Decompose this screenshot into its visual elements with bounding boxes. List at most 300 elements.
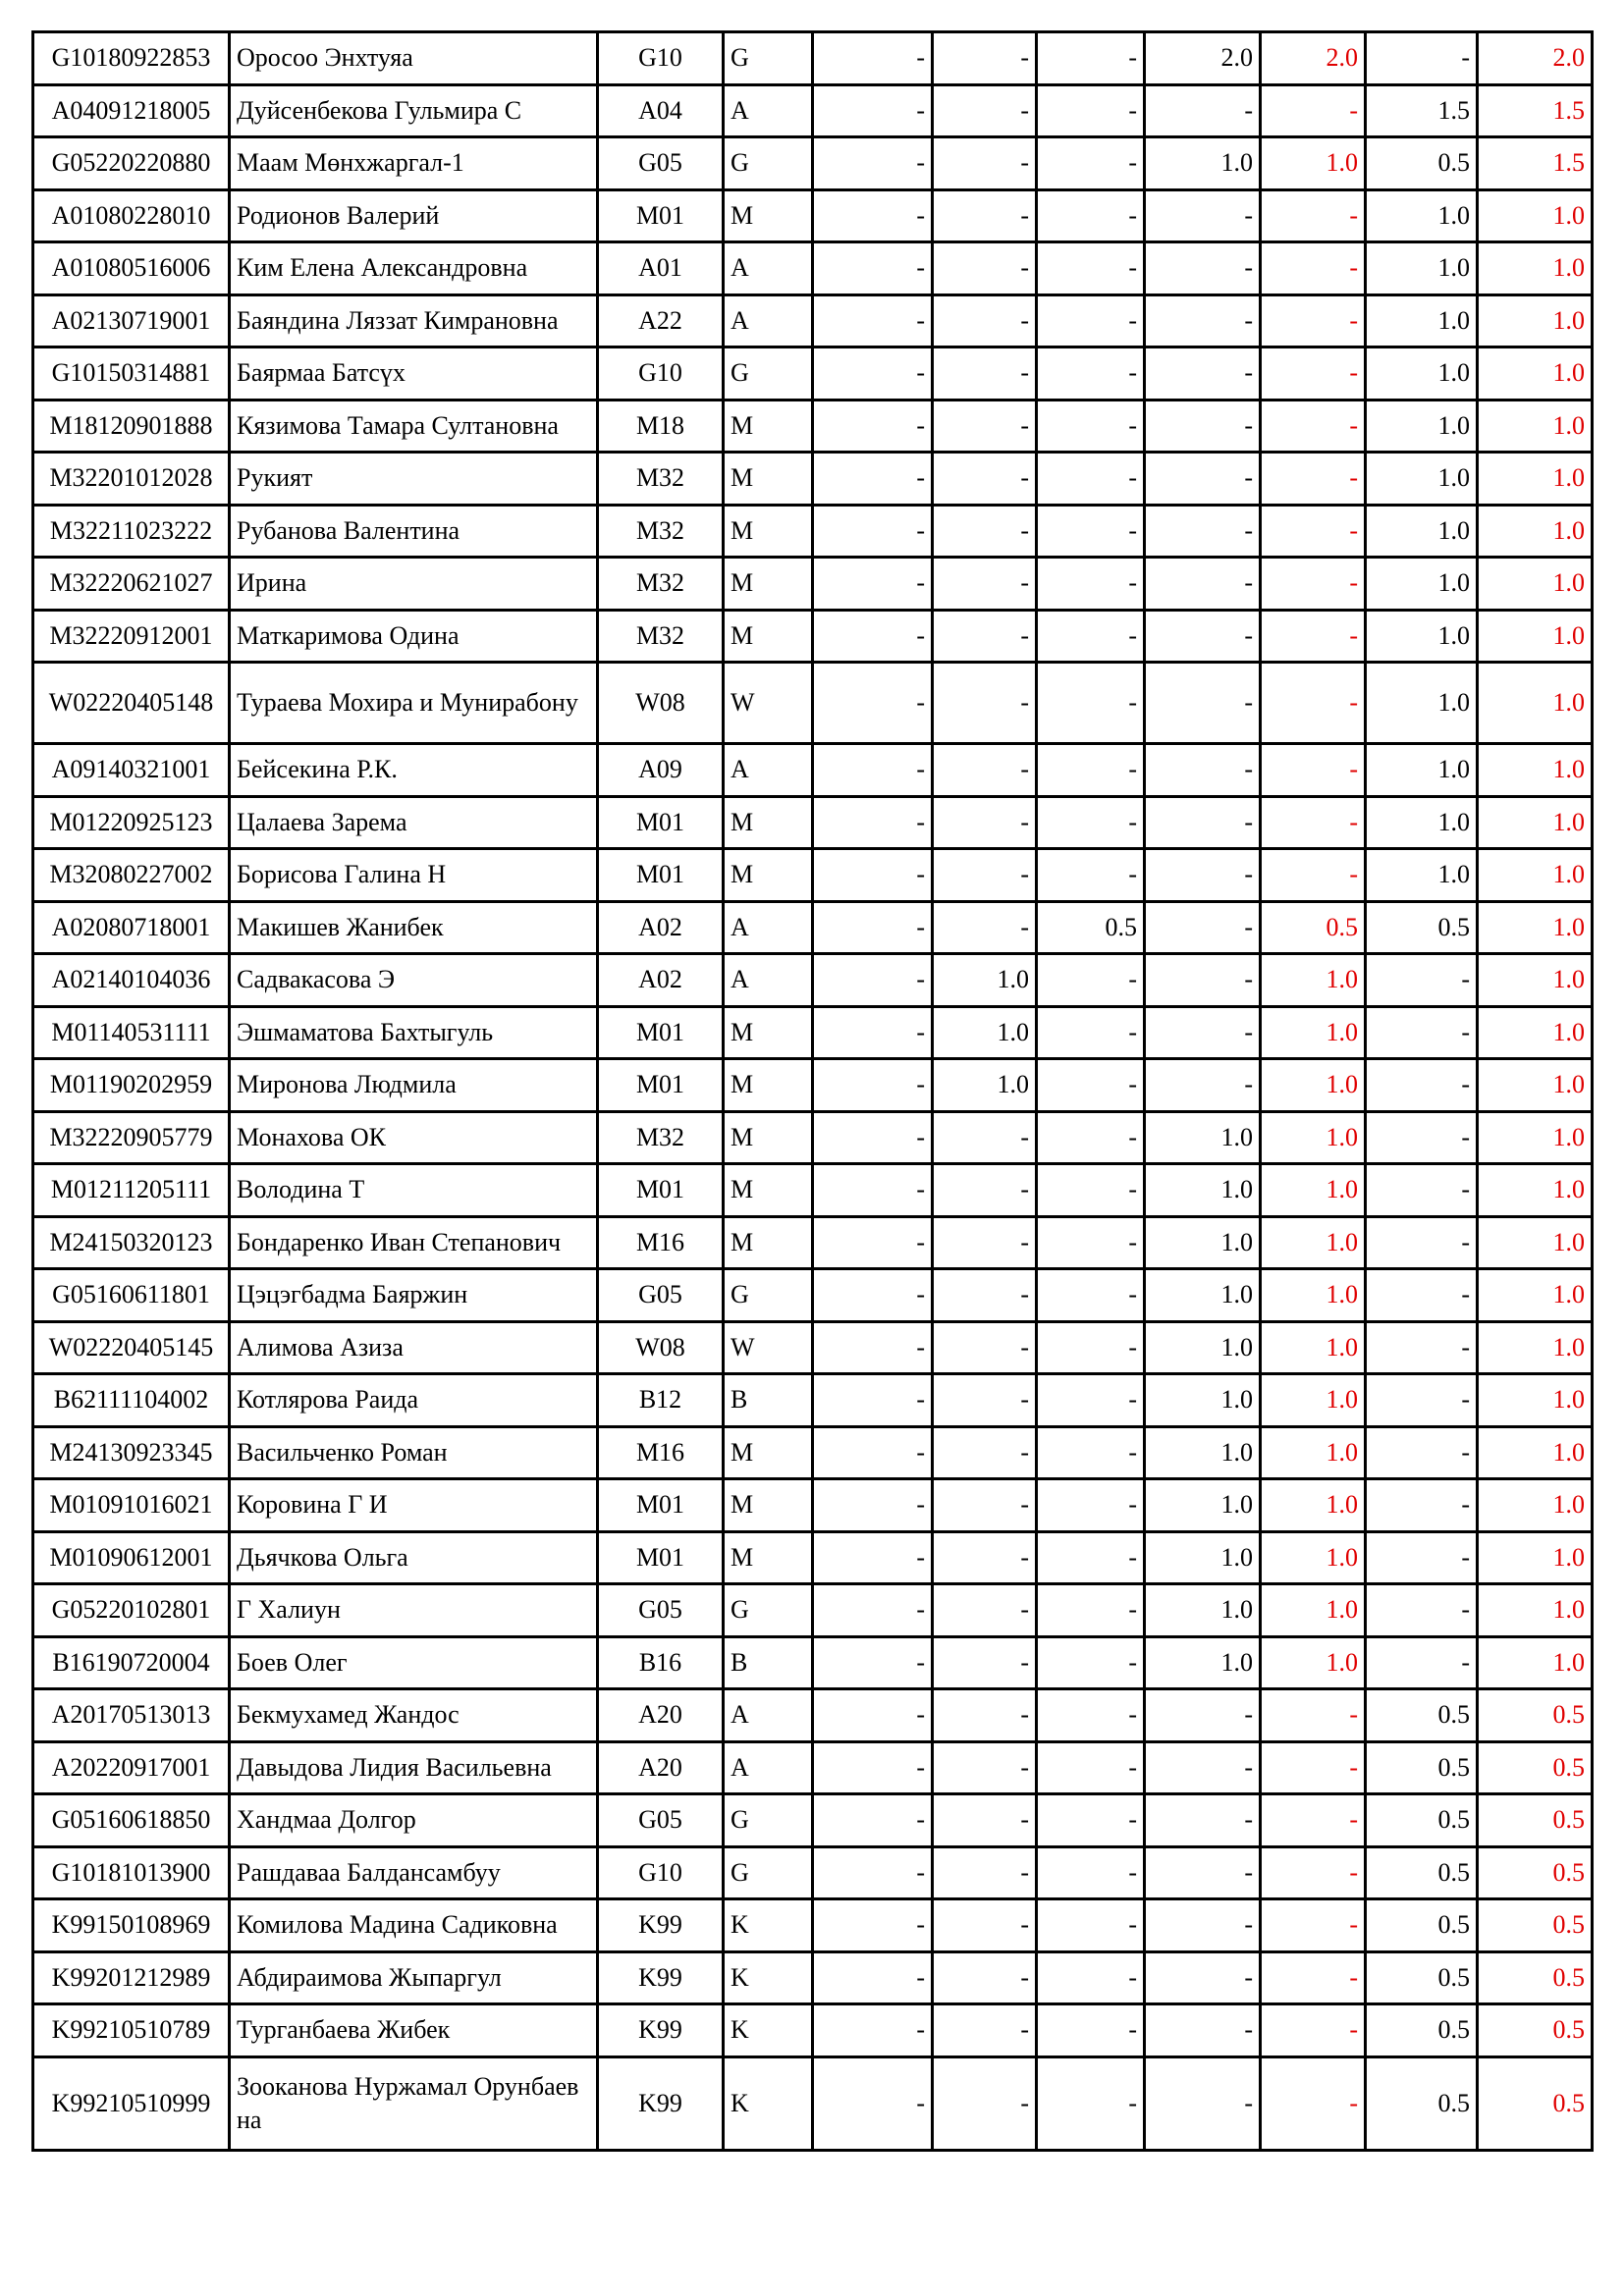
branch-code-cell: W08 [598,1321,724,1374]
member-name-cell: Садвакасова Э [230,954,598,1007]
branch-code-cell: M01 [598,1164,724,1217]
score-6-cell: 1.5 [1366,84,1478,137]
region-letter-cell: A [724,1689,813,1742]
score-6-cell: 0.5 [1366,1689,1478,1742]
score-4-cell: 1.0 [1145,1111,1261,1164]
region-letter-cell: A [724,294,813,347]
score-1-cell: - [813,1794,933,1847]
score-6-cell: 0.5 [1366,1741,1478,1794]
member-name-cell: Ирина [230,558,598,611]
table-row [33,1584,1593,1637]
table-row [33,1479,1593,1532]
score-1-cell: - [813,137,933,190]
region-letter-cell: M [724,189,813,242]
region-letter-cell: K [724,2004,813,2057]
table-row [33,347,1593,400]
table-row [33,1689,1593,1742]
score-3-cell: - [1037,610,1145,663]
score-4-cell: - [1145,744,1261,797]
branch-code-cell: B16 [598,1636,724,1689]
branch-code-cell: G05 [598,1269,724,1322]
branch-code-cell: G05 [598,137,724,190]
branch-code-cell: M01 [598,849,724,902]
subtotal-cell: - [1261,453,1366,506]
score-6-cell: 1.0 [1366,505,1478,558]
region-letter-cell: M [724,505,813,558]
total-cell: 1.0 [1478,1164,1593,1217]
subtotal-cell: - [1261,1899,1366,1952]
score-2-cell: - [933,1426,1037,1479]
score-1-cell: - [813,84,933,137]
branch-code-cell: M16 [598,1216,724,1269]
member-id-cell: A02080718001 [33,901,230,954]
member-id-cell: A20170513013 [33,1689,230,1742]
score-3-cell: - [1037,32,1145,85]
total-cell: 0.5 [1478,1951,1593,2004]
subtotal-cell: - [1261,1741,1366,1794]
score-3-cell: - [1037,189,1145,242]
score-6-cell: - [1366,1426,1478,1479]
branch-code-cell: A04 [598,84,724,137]
member-id-cell: A20220917001 [33,1741,230,1794]
score-2-cell: - [933,505,1037,558]
region-letter-cell: G [724,137,813,190]
member-id-cell: G10181013900 [33,1846,230,1899]
score-2-cell: 1.0 [933,954,1037,1007]
region-letter-cell: W [724,1321,813,1374]
region-letter-cell: M [724,400,813,453]
score-4-cell: - [1145,1741,1261,1794]
score-1-cell: - [813,1164,933,1217]
score-4-cell: 1.0 [1145,1426,1261,1479]
score-6-cell: 1.0 [1366,347,1478,400]
score-1-cell: - [813,294,933,347]
subtotal-cell: 0.5 [1261,901,1366,954]
member-id-cell: W02220405145 [33,1321,230,1374]
branch-code-cell: A09 [598,744,724,797]
member-id-cell: G10150314881 [33,347,230,400]
score-1-cell: - [813,1899,933,1952]
score-4-cell: - [1145,2004,1261,2057]
branch-code-cell: M32 [598,1111,724,1164]
total-cell: 1.0 [1478,849,1593,902]
branch-code-cell: A20 [598,1741,724,1794]
member-id-cell: G05160618850 [33,1794,230,1847]
table-row [33,242,1593,295]
branch-code-cell: K99 [598,2004,724,2057]
table-row [33,294,1593,347]
score-1-cell: - [813,189,933,242]
score-3-cell: - [1037,1006,1145,1059]
total-cell: 1.0 [1478,189,1593,242]
score-4-cell: - [1145,1899,1261,1952]
table-row [33,1111,1593,1164]
member-id-cell: M01211205111 [33,1164,230,1217]
score-3-cell: - [1037,954,1145,1007]
score-2-cell: - [933,663,1037,744]
subtotal-cell: 1.0 [1261,1584,1366,1637]
member-name-cell: Эшмаматова Бахтыгуль [230,1006,598,1059]
member-id-cell: A01080516006 [33,242,230,295]
subtotal-cell: - [1261,558,1366,611]
score-2-cell: - [933,1216,1037,1269]
member-name-cell: Ким Елена Александровна [230,242,598,295]
score-4-cell: - [1145,663,1261,744]
score-3-cell: - [1037,505,1145,558]
score-2-cell: - [933,242,1037,295]
subtotal-cell: 1.0 [1261,1479,1366,1532]
region-letter-cell: W [724,663,813,744]
total-cell: 1.0 [1478,1426,1593,1479]
score-1-cell: - [813,1584,933,1637]
subtotal-cell: - [1261,1951,1366,2004]
score-4-cell: 1.0 [1145,1216,1261,1269]
branch-code-cell: G05 [598,1584,724,1637]
score-1-cell: - [813,1321,933,1374]
score-6-cell: 1.0 [1366,849,1478,902]
score-4-cell: 1.0 [1145,1531,1261,1584]
score-3-cell: - [1037,1689,1145,1742]
total-cell: 1.0 [1478,242,1593,295]
score-4-cell: - [1145,1689,1261,1742]
score-4-cell: - [1145,1059,1261,1112]
score-4-cell: - [1145,2056,1261,2150]
region-letter-cell: K [724,2056,813,2150]
score-3-cell: - [1037,1899,1145,1952]
score-3-cell: - [1037,663,1145,744]
region-letter-cell: B [724,1374,813,1427]
score-1-cell: - [813,558,933,611]
branch-code-cell: G10 [598,32,724,85]
score-1-cell: - [813,1479,933,1532]
member-id-cell: M32080227002 [33,849,230,902]
member-name-cell: Хандмаа Долгор [230,1794,598,1847]
score-6-cell: 1.0 [1366,796,1478,849]
score-6-cell: 0.5 [1366,901,1478,954]
score-1-cell: - [813,1951,933,2004]
branch-code-cell: M01 [598,1479,724,1532]
score-4-cell: 1.0 [1145,137,1261,190]
score-3-cell: - [1037,1741,1145,1794]
score-6-cell: - [1366,1584,1478,1637]
member-name-cell: Родионов Валерий [230,189,598,242]
member-id-cell: A01080228010 [33,189,230,242]
total-cell: 0.5 [1478,2056,1593,2150]
score-6-cell: - [1366,32,1478,85]
member-id-cell: G05220220880 [33,137,230,190]
score-2-cell: - [933,453,1037,506]
score-4-cell: - [1145,901,1261,954]
branch-code-cell: M16 [598,1426,724,1479]
score-3-cell: - [1037,2004,1145,2057]
branch-code-cell: M01 [598,1006,724,1059]
member-name-cell: Бекмухамед Жандос [230,1689,598,1742]
total-cell: 1.0 [1478,663,1593,744]
score-3-cell: - [1037,84,1145,137]
score-1-cell: - [813,744,933,797]
score-4-cell: 1.0 [1145,1584,1261,1637]
member-name-cell: Макишев Жанибек [230,901,598,954]
member-id-cell: G05220102801 [33,1584,230,1637]
table-row [33,2004,1593,2057]
score-2-cell: - [933,1164,1037,1217]
subtotal-cell: - [1261,347,1366,400]
score-6-cell: 0.5 [1366,137,1478,190]
table-row [33,1899,1593,1952]
score-3-cell: - [1037,558,1145,611]
score-6-cell: 1.0 [1366,294,1478,347]
branch-code-cell: G10 [598,347,724,400]
score-2-cell: - [933,137,1037,190]
branch-code-cell: A02 [598,954,724,1007]
table-row [33,400,1593,453]
region-letter-cell: K [724,1951,813,2004]
score-2-cell: - [933,1374,1037,1427]
member-id-cell: M01090612001 [33,1531,230,1584]
total-cell: 1.0 [1478,505,1593,558]
score-1-cell: - [813,1006,933,1059]
score-1-cell: - [813,1636,933,1689]
total-cell: 0.5 [1478,1846,1593,1899]
score-6-cell: 0.5 [1366,1794,1478,1847]
score-2-cell: - [933,901,1037,954]
member-id-cell: M18120901888 [33,400,230,453]
member-id-cell: M01220925123 [33,796,230,849]
score-1-cell: - [813,1426,933,1479]
table-row [33,84,1593,137]
score-4-cell: - [1145,242,1261,295]
subtotal-cell: 2.0 [1261,32,1366,85]
score-6-cell: 1.0 [1366,453,1478,506]
branch-code-cell: M18 [598,400,724,453]
subtotal-cell: 1.0 [1261,1269,1366,1322]
subtotal-cell: - [1261,84,1366,137]
score-6-cell: 0.5 [1366,2056,1478,2150]
score-3-cell: - [1037,1216,1145,1269]
score-1-cell: - [813,505,933,558]
score-2-cell: - [933,744,1037,797]
table-row [33,1006,1593,1059]
member-name-cell: Боев Олег [230,1636,598,1689]
score-3-cell: - [1037,796,1145,849]
table-row [33,1321,1593,1374]
member-id-cell: M32211023222 [33,505,230,558]
score-6-cell: - [1366,954,1478,1007]
table-row [33,2056,1593,2150]
branch-code-cell: M32 [598,505,724,558]
member-name-cell: Монахова ОК [230,1111,598,1164]
table-body [33,32,1593,2151]
table-row [33,453,1593,506]
score-2-cell: - [933,294,1037,347]
subtotal-cell: - [1261,242,1366,295]
member-name-cell: Бондаренко Иван Степанович [230,1216,598,1269]
score-3-cell: - [1037,849,1145,902]
score-3-cell: - [1037,744,1145,797]
member-id-cell: A04091218005 [33,84,230,137]
member-name-cell: Баяндина Ляззат Кимрановна [230,294,598,347]
region-letter-cell: G [724,1584,813,1637]
score-4-cell: - [1145,505,1261,558]
subtotal-cell: - [1261,744,1366,797]
total-cell: 1.0 [1478,954,1593,1007]
branch-code-cell: M01 [598,189,724,242]
branch-code-cell: M01 [598,796,724,849]
score-4-cell: 1.0 [1145,1636,1261,1689]
table-row [33,744,1593,797]
total-cell: 1.0 [1478,1531,1593,1584]
score-2-cell: - [933,1794,1037,1847]
region-letter-cell: M [724,1059,813,1112]
branch-code-cell: G10 [598,1846,724,1899]
subtotal-cell: 1.0 [1261,1059,1366,1112]
score-4-cell: 1.0 [1145,1164,1261,1217]
subtotal-cell: 1.0 [1261,1636,1366,1689]
score-3-cell: - [1037,1951,1145,2004]
member-id-cell: K99210510999 [33,2056,230,2150]
score-2-cell: - [933,1846,1037,1899]
table-row [33,32,1593,85]
region-letter-cell: A [724,901,813,954]
score-3-cell: - [1037,453,1145,506]
score-3-cell: - [1037,137,1145,190]
score-2-cell: - [933,1321,1037,1374]
region-letter-cell: M [724,849,813,902]
subtotal-cell: 1.0 [1261,1111,1366,1164]
score-1-cell: - [813,954,933,1007]
subtotal-cell: - [1261,663,1366,744]
score-2-cell: - [933,2004,1037,2057]
score-3-cell: - [1037,294,1145,347]
table-row [33,1216,1593,1269]
score-1-cell: - [813,1269,933,1322]
total-cell: 1.0 [1478,1216,1593,1269]
score-6-cell: 0.5 [1366,2004,1478,2057]
total-cell: 1.0 [1478,1374,1593,1427]
region-letter-cell: A [724,84,813,137]
member-id-cell: B62111104002 [33,1374,230,1427]
subtotal-cell: - [1261,2056,1366,2150]
table-row [33,796,1593,849]
total-cell: 0.5 [1478,1741,1593,1794]
member-name-cell: Коровина Г И [230,1479,598,1532]
member-name-cell: Дьячкова Ольга [230,1531,598,1584]
score-1-cell: - [813,610,933,663]
member-name-cell: Давыдова Лидия Васильевна [230,1741,598,1794]
branch-code-cell: M32 [598,558,724,611]
member-id-cell: B16190720004 [33,1636,230,1689]
score-2-cell: - [933,1111,1037,1164]
region-letter-cell: M [724,1111,813,1164]
score-4-cell: - [1145,849,1261,902]
score-2-cell: - [933,400,1037,453]
score-3-cell: - [1037,2056,1145,2150]
subtotal-cell: 1.0 [1261,1374,1366,1427]
member-id-cell: G05160611801 [33,1269,230,1322]
member-name-cell: Миронова Людмила [230,1059,598,1112]
score-1-cell: - [813,2056,933,2150]
total-cell: 1.5 [1478,84,1593,137]
score-4-cell: - [1145,610,1261,663]
subtotal-cell: 1.0 [1261,954,1366,1007]
branch-code-cell: K99 [598,1899,724,1952]
score-3-cell: - [1037,1374,1145,1427]
score-3-cell: - [1037,1426,1145,1479]
score-2-cell: - [933,1636,1037,1689]
score-2-cell: 1.0 [933,1006,1037,1059]
member-name-cell: Цалаева Зарема [230,796,598,849]
score-4-cell: 1.0 [1145,1269,1261,1322]
member-name-cell: Васильченко Роман [230,1426,598,1479]
table-row [33,1531,1593,1584]
score-1-cell: - [813,1216,933,1269]
score-1-cell: - [813,453,933,506]
score-4-cell: - [1145,558,1261,611]
score-3-cell: - [1037,1111,1145,1164]
score-6-cell: - [1366,1059,1478,1112]
score-1-cell: - [813,1374,933,1427]
branch-code-cell: K99 [598,1951,724,2004]
member-name-cell: Кязимова Тамара Султановна [230,400,598,453]
score-6-cell: - [1366,1636,1478,1689]
total-cell: 0.5 [1478,1689,1593,1742]
score-6-cell: 1.0 [1366,663,1478,744]
subtotal-cell: 1.0 [1261,1164,1366,1217]
subtotal-cell: 1.0 [1261,1006,1366,1059]
score-6-cell: - [1366,1216,1478,1269]
subtotal-cell: 1.0 [1261,1216,1366,1269]
member-id-cell: M32201012028 [33,453,230,506]
score-4-cell: - [1145,1951,1261,2004]
region-letter-cell: M [724,1479,813,1532]
score-6-cell: 0.5 [1366,1846,1478,1899]
score-4-cell: - [1145,84,1261,137]
total-cell: 0.5 [1478,2004,1593,2057]
member-name-cell: Котлярова Раида [230,1374,598,1427]
score-4-cell: - [1145,796,1261,849]
region-letter-cell: M [724,1006,813,1059]
ranking-table [31,30,1594,2152]
score-3-cell: - [1037,1531,1145,1584]
table-row [33,137,1593,190]
subtotal-cell: 1.0 [1261,1531,1366,1584]
branch-code-cell: M01 [598,1059,724,1112]
score-3-cell: - [1037,1584,1145,1637]
region-letter-cell: M [724,1164,813,1217]
score-4-cell: 1.0 [1145,1321,1261,1374]
member-name-cell: Алимова Азиза [230,1321,598,1374]
score-2-cell: - [933,189,1037,242]
member-id-cell: M24130923345 [33,1426,230,1479]
total-cell: 1.0 [1478,1006,1593,1059]
total-cell: 1.0 [1478,744,1593,797]
branch-code-cell: A01 [598,242,724,295]
score-2-cell: - [933,1531,1037,1584]
score-3-cell: - [1037,1321,1145,1374]
score-3-cell: - [1037,347,1145,400]
score-2-cell: - [933,1899,1037,1952]
member-id-cell: A02130719001 [33,294,230,347]
table-row [33,1846,1593,1899]
total-cell: 1.0 [1478,610,1593,663]
score-1-cell: - [813,1531,933,1584]
member-name-cell: Борисова Галина Н [230,849,598,902]
table-row [33,1059,1593,1112]
table-row [33,1636,1593,1689]
branch-code-cell: W08 [598,663,724,744]
total-cell: 1.0 [1478,1584,1593,1637]
score-4-cell: - [1145,189,1261,242]
